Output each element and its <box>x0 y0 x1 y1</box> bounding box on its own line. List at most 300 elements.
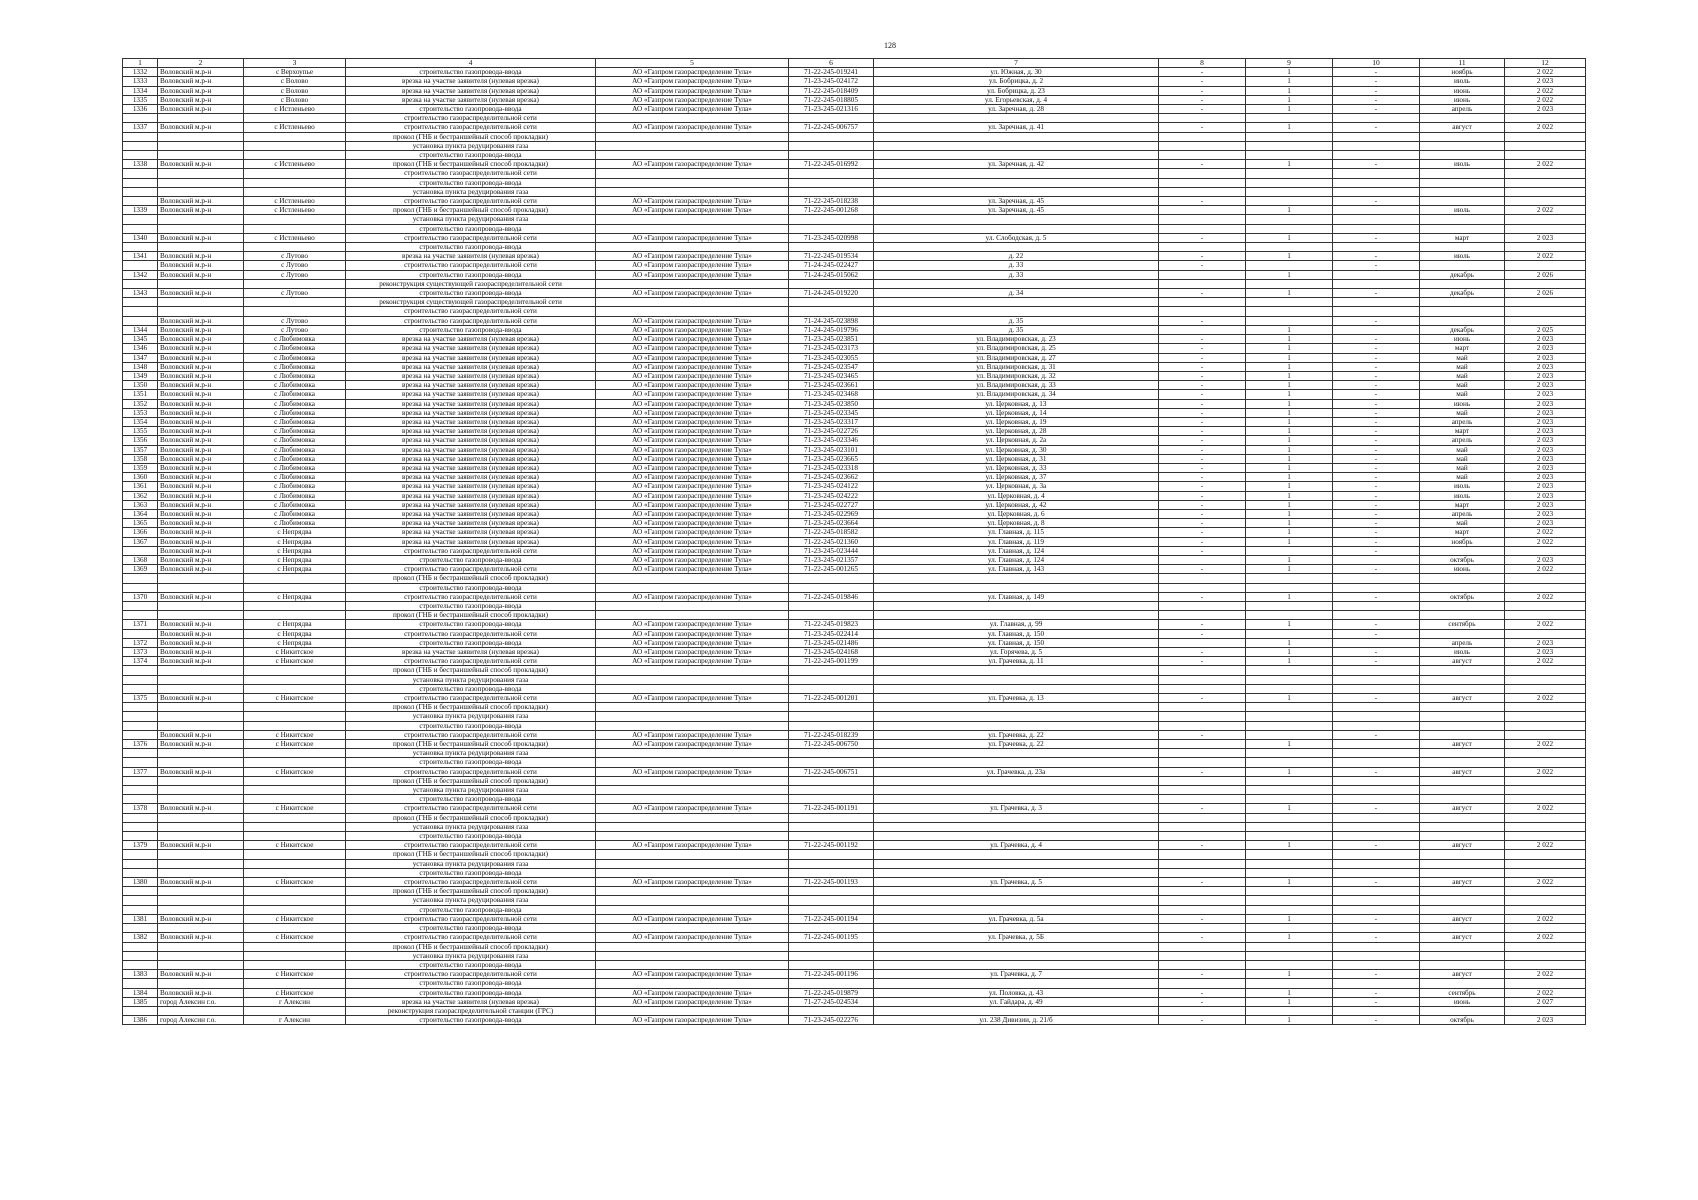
table-cell: - <box>1159 371 1246 380</box>
table-cell <box>244 151 346 160</box>
table-row <box>123 362 1586 371</box>
table-cell: Воловский м.р-н <box>158 371 244 380</box>
table-cell: 71-23-245-023101 <box>789 445 874 454</box>
table-cell: АО «Газпром газораспределение Тула» <box>596 546 789 555</box>
table-cell: - <box>1333 841 1420 850</box>
table-cell <box>158 703 244 712</box>
table-cell <box>123 813 158 822</box>
table-cell: Воловский м.р-н <box>158 381 244 390</box>
table-row <box>123 270 1586 279</box>
table-cell: 1368 <box>123 555 158 564</box>
table-cell: ул. Церковная, д. 2а <box>874 436 1159 445</box>
table-cell <box>123 684 158 693</box>
table-cell <box>244 721 346 730</box>
table-cell <box>1333 215 1420 224</box>
table-cell <box>1420 601 1505 610</box>
table-cell: ул. Церковная, д. 6 <box>874 509 1159 518</box>
table-cell: с Любимовка <box>244 344 346 353</box>
table-cell <box>244 813 346 822</box>
table-cell: АО «Газпром газораспределение Тула» <box>596 620 789 629</box>
table-cell: 1 <box>1246 841 1333 850</box>
table-cell <box>1246 822 1333 831</box>
table-cell <box>123 960 158 969</box>
table-cell: ул. Церковная, д. 28 <box>874 427 1159 436</box>
table-cell <box>874 795 1159 804</box>
table-cell: 2 022 <box>1505 933 1586 942</box>
table-cell: 2 022 <box>1505 620 1586 629</box>
table-cell <box>158 822 244 831</box>
table-cell: 2 022 <box>1505 804 1586 813</box>
table-cell: строительство газопровода-ввода <box>346 620 596 629</box>
table-cell: - <box>1333 261 1420 270</box>
table-cell <box>1505 749 1586 758</box>
table-cell <box>874 1006 1159 1015</box>
table-cell: ул. Грачевка, д. 3 <box>874 804 1159 813</box>
table-cell <box>158 178 244 187</box>
table-cell <box>244 583 346 592</box>
table-cell <box>789 776 874 785</box>
table-cell: 71-22-245-001191 <box>789 804 874 813</box>
table-cell: Воловский м.р-н <box>158 933 244 942</box>
table-cell: с Волово <box>244 86 346 95</box>
table-cell <box>123 795 158 804</box>
table-cell <box>1333 224 1420 233</box>
table-cell <box>1159 151 1246 160</box>
table-row <box>123 832 1586 841</box>
table-cell: - <box>1333 509 1420 518</box>
table-cell <box>244 114 346 123</box>
table-cell <box>596 583 789 592</box>
table-cell <box>789 960 874 969</box>
table-cell: Воловский м.р-н <box>158 390 244 399</box>
table-cell <box>789 924 874 933</box>
table-cell: 1 <box>1246 68 1333 77</box>
table-cell: АО «Газпром газораспределение Тула» <box>596 491 789 500</box>
table-cell <box>1159 141 1246 150</box>
table-cell: с Любимовка <box>244 463 346 472</box>
table-cell: с Любимовка <box>244 454 346 463</box>
table-cell: строительство газопровода-ввода <box>346 555 596 564</box>
table-row <box>123 151 1586 160</box>
table-cell: август <box>1420 767 1505 776</box>
table-row <box>123 565 1586 574</box>
table-cell <box>596 187 789 196</box>
table-cell <box>1246 583 1333 592</box>
table-cell <box>1246 316 1333 325</box>
table-cell: АО «Газпром газораспределение Тула» <box>596 427 789 436</box>
table-cell <box>158 758 244 767</box>
table-cell <box>123 601 158 610</box>
table-cell: май <box>1420 473 1505 482</box>
table-cell <box>244 178 346 187</box>
table-cell <box>244 795 346 804</box>
table-cell <box>1246 114 1333 123</box>
table-cell <box>1505 178 1586 187</box>
table-cell <box>1505 859 1586 868</box>
table-cell: 2 023 <box>1505 463 1586 472</box>
table-cell: с Непрядва <box>244 592 346 601</box>
table-cell <box>123 197 158 206</box>
table-cell: Воловский м.р-н <box>158 86 244 95</box>
table-cell <box>158 279 244 288</box>
table-cell: 2 022 <box>1505 95 1586 104</box>
table-cell: 71-22-245-016992 <box>789 160 874 169</box>
table-cell: - <box>1159 233 1246 242</box>
table-cell: врезка на участке заявителя (нулевая врезка) <box>346 509 596 518</box>
table-cell: - <box>1333 482 1420 491</box>
table-cell: август <box>1420 970 1505 979</box>
table-cell: 1333 <box>123 77 158 86</box>
table-row <box>123 325 1586 334</box>
table-cell: ул. Церковная, д. 31 <box>874 454 1159 463</box>
table-cell <box>1333 684 1420 693</box>
table-cell: ул. Грачевка, д. 22 <box>874 740 1159 749</box>
table-cell <box>1159 555 1246 564</box>
table-cell: прокол (ГНБ и бестраншейный способ прокладки) <box>346 611 596 620</box>
table-cell <box>1246 601 1333 610</box>
table-cell <box>1333 896 1420 905</box>
table-cell <box>1246 813 1333 822</box>
table-cell: 71-24-245-023898 <box>789 316 874 325</box>
table-row <box>123 261 1586 270</box>
table-cell <box>1505 905 1586 914</box>
table-cell: - <box>1159 160 1246 169</box>
table-cell <box>596 279 789 288</box>
table-cell: - <box>1333 767 1420 776</box>
table-cell: врезка на участке заявителя (нулевая врезка) <box>346 427 596 436</box>
table-row <box>123 611 1586 620</box>
table-cell <box>1505 712 1586 721</box>
table-cell <box>1505 169 1586 178</box>
table-cell <box>123 546 158 555</box>
table-row <box>123 979 1586 988</box>
table-cell <box>1505 850 1586 859</box>
column-header: 9 <box>1246 59 1333 68</box>
table-cell <box>1246 279 1333 288</box>
table-cell: 1 <box>1246 86 1333 95</box>
table-cell <box>874 758 1159 767</box>
table-cell <box>123 703 158 712</box>
table-cell: Воловский м.р-н <box>158 767 244 776</box>
table-cell: врезка на участке заявителя (нулевая врезка) <box>346 381 596 390</box>
table-cell: АО «Газпром газораспределение Тула» <box>596 592 789 601</box>
table-cell <box>1246 905 1333 914</box>
table-cell: - <box>1159 804 1246 813</box>
table-cell <box>1333 749 1420 758</box>
table-cell: Воловский м.р-н <box>158 197 244 206</box>
table-cell: установка пункта редуцирования газа <box>346 859 596 868</box>
table-row <box>123 666 1586 675</box>
table-cell: АО «Газпром газораспределение Тула» <box>596 454 789 463</box>
table-cell <box>1505 666 1586 675</box>
table-cell <box>123 611 158 620</box>
table-cell: 1379 <box>123 841 158 850</box>
table-cell: - <box>1159 1016 1246 1025</box>
table-cell: 71-23-245-024222 <box>789 491 874 500</box>
table-cell <box>789 712 874 721</box>
table-cell <box>789 813 874 822</box>
table-row <box>123 371 1586 380</box>
table-cell: АО «Газпром газораспределение Тула» <box>596 914 789 923</box>
table-cell: 1 <box>1246 325 1333 334</box>
table-cell: установка пункта редуцирования газа <box>346 896 596 905</box>
table-cell <box>158 896 244 905</box>
table-cell <box>1420 951 1505 960</box>
table-cell <box>789 611 874 620</box>
table-cell <box>1505 187 1586 196</box>
table-cell: врезка на участке заявителя (нулевая врезка) <box>346 390 596 399</box>
table-cell <box>244 243 346 252</box>
table-cell: - <box>1333 399 1420 408</box>
table-cell: ул. Гайдара, д. 49 <box>874 997 1159 1006</box>
table-cell: - <box>1333 970 1420 979</box>
column-header: 10 <box>1333 59 1420 68</box>
table-cell: май <box>1420 454 1505 463</box>
table-cell <box>874 298 1159 307</box>
table-cell <box>1333 905 1420 914</box>
table-cell <box>789 178 874 187</box>
table-cell: 71-23-245-024172 <box>789 77 874 86</box>
table-cell: 1 <box>1246 95 1333 104</box>
table-row <box>123 298 1586 307</box>
table-cell <box>874 224 1159 233</box>
table-cell <box>1420 924 1505 933</box>
table-cell: 1339 <box>123 206 158 215</box>
table-cell: Воловский м.р-н <box>158 261 244 270</box>
table-row <box>123 454 1586 463</box>
table-cell: ул. Южная, д. 30 <box>874 68 1159 77</box>
table-cell: с Никитское <box>244 933 346 942</box>
table-cell: Воловский м.р-н <box>158 206 244 215</box>
table-cell <box>596 924 789 933</box>
table-cell <box>1505 1006 1586 1015</box>
table-cell <box>158 905 244 914</box>
table-cell <box>1246 629 1333 638</box>
table-cell: 1346 <box>123 344 158 353</box>
table-row <box>123 500 1586 509</box>
table-cell: 2 022 <box>1505 767 1586 776</box>
table-cell <box>1333 951 1420 960</box>
table-cell: июль <box>1420 160 1505 169</box>
table-cell: - <box>1159 648 1246 657</box>
table-cell: 2 023 <box>1505 362 1586 371</box>
table-row <box>123 703 1586 712</box>
table-cell: АО «Газпром газораспределение Тула» <box>596 197 789 206</box>
table-cell: Воловский м.р-н <box>158 408 244 417</box>
table-cell: 2 022 <box>1505 657 1586 666</box>
table-cell: ул. Грачевка, д. 4 <box>874 841 1159 850</box>
table-cell: 71-22-245-018409 <box>789 86 874 95</box>
table-cell: 71-24-245-019220 <box>789 289 874 298</box>
table-cell: АО «Газпром газораспределение Тула» <box>596 519 789 528</box>
table-cell: 71-22-245-018805 <box>789 95 874 104</box>
table-cell: 2 023 <box>1505 408 1586 417</box>
table-cell <box>874 583 1159 592</box>
table-cell <box>789 601 874 610</box>
table-cell: 71-22-245-001201 <box>789 694 874 703</box>
table-cell <box>123 942 158 951</box>
table-cell: Воловский м.р-н <box>158 399 244 408</box>
table-row <box>123 473 1586 482</box>
table-cell <box>1246 832 1333 841</box>
table-cell: ул. Грачевка, д. 5а <box>874 914 1159 923</box>
table-cell: 1 <box>1246 491 1333 500</box>
table-cell: 1343 <box>123 289 158 298</box>
table-cell <box>1420 813 1505 822</box>
table-cell <box>123 583 158 592</box>
table-cell <box>1505 224 1586 233</box>
table-row <box>123 86 1586 95</box>
table-cell <box>596 611 789 620</box>
table-cell: 71-24-245-015062 <box>789 270 874 279</box>
table-cell: 2 022 <box>1505 841 1586 850</box>
table-cell: 71-23-245-021357 <box>789 555 874 564</box>
table-cell: с Непрядва <box>244 620 346 629</box>
table-cell <box>789 942 874 951</box>
table-cell <box>1420 261 1505 270</box>
table-cell: установка пункта редуцирования газа <box>346 215 596 224</box>
table-cell <box>789 887 874 896</box>
table-cell: с Никитское <box>244 878 346 887</box>
table-cell: прокол (ГНБ и бестраншейный способ прокладки) <box>346 206 596 215</box>
table-cell <box>789 868 874 877</box>
table-cell: 71-22-245-019241 <box>789 68 874 77</box>
table-row <box>123 344 1586 353</box>
table-cell <box>1159 960 1246 969</box>
table-cell: с Лутово <box>244 270 346 279</box>
table-cell <box>1333 822 1420 831</box>
table-cell <box>123 298 158 307</box>
table-cell <box>874 887 1159 896</box>
table-cell: Воловский м.р-н <box>158 436 244 445</box>
table-row <box>123 960 1586 969</box>
table-row <box>123 197 1586 206</box>
table-cell <box>789 758 874 767</box>
table-cell: - <box>1333 68 1420 77</box>
table-cell: АО «Газпром газораспределение Тула» <box>596 77 789 86</box>
table-cell <box>1505 215 1586 224</box>
table-row <box>123 988 1586 997</box>
table-cell <box>1159 574 1246 583</box>
table-cell <box>1159 979 1246 988</box>
table-cell: май <box>1420 445 1505 454</box>
table-cell: - <box>1159 509 1246 518</box>
table-cell: строительство газопровода-ввода <box>346 979 596 988</box>
table-cell <box>596 215 789 224</box>
table-cell: установка пункта редуцирования газа <box>346 187 596 196</box>
table-cell <box>1505 114 1586 123</box>
table-cell: 71-23-245-023468 <box>789 390 874 399</box>
table-cell <box>1246 749 1333 758</box>
table-cell <box>1333 638 1420 647</box>
table-cell: - <box>1333 997 1420 1006</box>
table-cell: - <box>1159 86 1246 95</box>
table-cell <box>244 611 346 620</box>
table-cell: Воловский м.р-н <box>158 841 244 850</box>
table-cell: строительство газопровода-ввода <box>346 988 596 997</box>
table-cell: АО «Газпром газораспределение Тула» <box>596 325 789 334</box>
table-cell: ул. Владимировская, д. 31 <box>874 362 1159 371</box>
table-row <box>123 519 1586 528</box>
table-cell: строительство газораспределительной сети <box>346 730 596 739</box>
table-cell: 1 <box>1246 408 1333 417</box>
table-cell: 1374 <box>123 657 158 666</box>
table-row <box>123 997 1586 1006</box>
table-cell <box>596 601 789 610</box>
table-cell <box>244 868 346 877</box>
table-cell <box>596 712 789 721</box>
table-cell <box>1246 1006 1333 1015</box>
table-cell <box>123 905 158 914</box>
table-cell <box>1246 859 1333 868</box>
table-cell <box>1159 721 1246 730</box>
table-cell: 2 022 <box>1505 970 1586 979</box>
table-cell: 1 <box>1246 436 1333 445</box>
table-cell: 1 <box>1246 537 1333 546</box>
table-cell: 71-23-245-023547 <box>789 362 874 371</box>
table-cell <box>596 859 789 868</box>
table-cell: АО «Газпром газораспределение Тула» <box>596 933 789 942</box>
table-cell <box>596 813 789 822</box>
table-cell: реконструкция существующей газораспределительной сети <box>346 279 596 288</box>
table-cell: с Никитское <box>244 657 346 666</box>
table-cell: ул. Половка, д. 43 <box>874 988 1159 997</box>
table-cell: установка пункта редуцирования газа <box>346 822 596 831</box>
table-cell: - <box>1159 491 1246 500</box>
table-cell <box>244 215 346 224</box>
table-cell <box>244 776 346 785</box>
table-cell <box>874 712 1159 721</box>
table-cell <box>1420 868 1505 877</box>
table-cell: строительство газораспределительной сети <box>346 767 596 776</box>
table-cell: 2 022 <box>1505 878 1586 887</box>
table-cell <box>1420 832 1505 841</box>
table-cell: 2 023 <box>1505 371 1586 380</box>
table-cell: строительство газораспределительной сети <box>346 307 596 316</box>
table-cell <box>1159 611 1246 620</box>
table-cell: строительство газопровода-ввода <box>346 243 596 252</box>
table-cell <box>1159 206 1246 215</box>
table-cell: с Любимовка <box>244 362 346 371</box>
table-row <box>123 123 1586 132</box>
table-cell: 2 023 <box>1505 519 1586 528</box>
table-cell <box>158 298 244 307</box>
table-cell <box>123 151 158 160</box>
table-cell <box>1159 169 1246 178</box>
table-cell <box>1505 813 1586 822</box>
table-cell <box>789 951 874 960</box>
table-cell <box>1333 270 1420 279</box>
table-cell: АО «Газпром газораспределение Тула» <box>596 565 789 574</box>
table-cell: август <box>1420 933 1505 942</box>
table-cell: - <box>1333 804 1420 813</box>
table-cell <box>596 960 789 969</box>
table-cell: 2 022 <box>1505 206 1586 215</box>
table-cell: - <box>1333 657 1420 666</box>
table-cell <box>1420 786 1505 795</box>
table-row <box>123 804 1586 813</box>
table-row <box>123 77 1586 86</box>
table-cell <box>1246 141 1333 150</box>
table-cell: врезка на участке заявителя (нулевая врезка) <box>346 95 596 104</box>
table-cell: апрель <box>1420 638 1505 647</box>
table-cell: 2 022 <box>1505 537 1586 546</box>
table-cell <box>244 684 346 693</box>
table-cell <box>789 666 874 675</box>
table-cell: прокол (ГНБ и бестраншейный способ прокладки) <box>346 132 596 141</box>
table-row <box>123 914 1586 923</box>
table-cell: врезка на участке заявителя (нулевая врезка) <box>346 528 596 537</box>
